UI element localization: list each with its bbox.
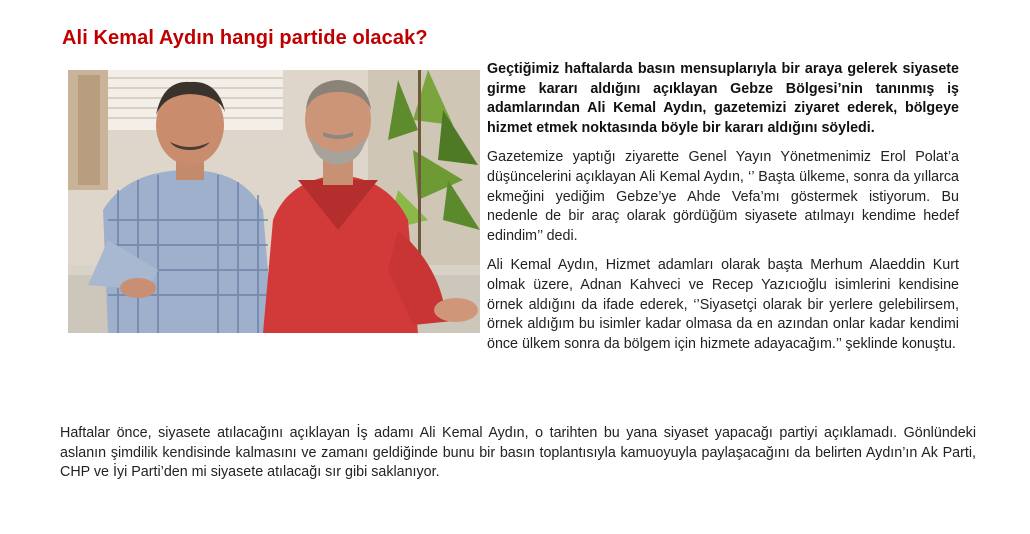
- article-lead: Geçtiğimiz haftalarda basın mensuplarıyla bir araya gelerek siyasete girme kararı aldığını açıklayan Gebze Bölgesi’nin tanınmış iş adamlarından Ali Kemal Aydın, gazetemizi ziyaret ederek, bölgeye hizmet etmek noktasında böyle bir kararı aldığını söyledi.: [487, 61, 959, 136]
- article-column-right: [487, 60, 959, 364]
- article-title: Ali Kemal Aydın hangi partide olacak?: [62, 27, 428, 49]
- article-paragraph: Gazetemize yaptığı ziyarette Genel Yayın Yönetmenimiz Erol Polat’a düşüncelerini açıklayan Ali Kemal Aydın, ‘’ Başta ülkeme, sonra da yıllarca ekmeğini yediğim Gebze’ye Ahde Vefa’mı göstermek istiyorum. Bu nedenle de bir araç olarak gördüğüm siyasete atılmayı kendime hedef edindim’’ dedi.: [487, 149, 959, 244]
- article-photo: [68, 70, 480, 333]
- article-paragraph: Haftalar önce, siyasete atılacağını açıklayan İş adamı Ali Kemal Aydın, o tarihten bu yana siyaset yapacağı partiyi açıklamadı. Gönlündeki aslanın şimdilik kendisinde kalmasını ve zamanı geldiğinde bunu bir basın toplantısıyla kamuoyuyla paylaşacağını da belirten Aydın’ın Ak Parti, CHP ve İyi Parti’den mi siyasete atılacağı sır gibi saklanıyor.: [60, 425, 976, 481]
- article-paragraph: Ali Kemal Aydın, Hizmet adamları olarak başta Merhum Alaeddin Kurt olmak üzere, Adnan Kahveci ve Recep Yazıcıoğlu isimlerini kendisine örnek aldığını da ifade ederek, ‘’Siyasetçi olarak bir yerlere gelebilirsem, örnek aldığım bu isimler kadar olmasa da en azından onlar kadar kendimi önce ülkem sonra da bölgem için hizmete adayacağım.’’ şeklinde konuştu.: [487, 257, 959, 352]
